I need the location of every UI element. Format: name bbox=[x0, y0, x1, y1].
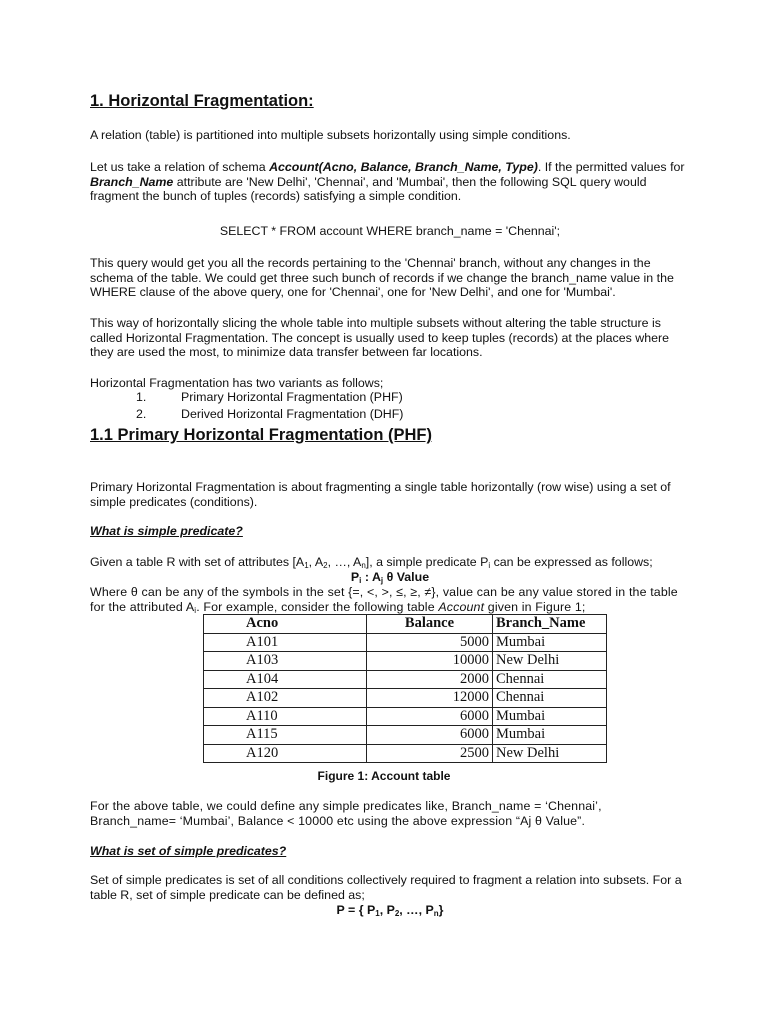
cell-balance: 2000 bbox=[367, 670, 493, 689]
cell-balance: 6000 bbox=[367, 707, 493, 726]
cell-acno: A120 bbox=[204, 744, 367, 763]
cell-acno: A104 bbox=[204, 670, 367, 689]
table-row bbox=[204, 707, 607, 726]
cell-branch: Mumbai bbox=[493, 726, 607, 745]
text: θ Value bbox=[383, 570, 430, 584]
column-header-branch-name: Branch_Name bbox=[493, 615, 607, 634]
cell-acno: A110 bbox=[204, 707, 367, 726]
column-header-balance: Balance bbox=[367, 615, 493, 634]
paragraph-variants: Horizontal Fragmentation has two variants as follows; bbox=[90, 376, 384, 390]
cell-acno: A103 bbox=[204, 652, 367, 671]
cell-acno: A101 bbox=[204, 633, 367, 652]
text: . If the permitted values for bbox=[537, 160, 685, 174]
list-text: Derived Horizontal Fragmentation (DHF) bbox=[181, 407, 404, 421]
table-row bbox=[204, 689, 607, 708]
text: : A bbox=[361, 570, 381, 584]
cell-branch: Mumbai bbox=[493, 633, 607, 652]
text: . For example, consider the following table bbox=[196, 599, 439, 614]
text: , A bbox=[308, 555, 324, 569]
account-table bbox=[203, 614, 607, 763]
text: P = { P bbox=[336, 903, 376, 917]
paragraph-intro: A relation (table) is partitioned into multiple subsets horizontally using simple conditions. bbox=[90, 128, 571, 142]
attribute-name: Branch_Name bbox=[90, 174, 174, 189]
table-row bbox=[204, 726, 607, 745]
text: can be expressed as follows; bbox=[490, 555, 653, 569]
text: Where θ can be any of the symbols in the set {=, <, >, ≤, ≥, ≠}, value can be any value stored in the table for the attributed A bbox=[90, 585, 678, 614]
subscript: n bbox=[361, 561, 366, 570]
question-set-of-predicates: What is set of simple predicates? bbox=[90, 844, 287, 858]
subscript: i bbox=[488, 561, 491, 570]
subscript: 1 bbox=[375, 909, 380, 918]
paragraph-attributes bbox=[90, 555, 690, 570]
cell-balance: 12000 bbox=[367, 689, 493, 708]
table-name: Account bbox=[438, 599, 485, 614]
heading-phf: 1.1 Primary Horizontal Fragmentation (PHF) bbox=[90, 426, 432, 444]
text: ], a simple predicate P bbox=[365, 555, 489, 569]
formula-predicate-set bbox=[90, 903, 690, 918]
cell-branch: Mumbai bbox=[493, 707, 607, 726]
schema-name: Account(Acno, Balance, Branch_Name, Type) bbox=[269, 160, 538, 174]
list-text: Primary Horizontal Fragmentation (PHF) bbox=[181, 390, 403, 404]
list-number: 1. bbox=[136, 390, 147, 404]
text: Let us take a relation of schema bbox=[90, 160, 270, 174]
paragraph-example-predicates: For the above table, we could define any simple predicates like, Branch_name = ‘Chennai’, Branch_name= ‘Mumbai’, Balance < 10000 etc using the above expression “Aj θ Value”. bbox=[90, 799, 602, 828]
figure-caption: Figure 1: Account table bbox=[317, 769, 451, 783]
question-simple-predicate: What is simple predicate? bbox=[90, 524, 243, 538]
cell-branch: New Delhi bbox=[493, 652, 607, 671]
table-row bbox=[204, 670, 607, 689]
text: , P bbox=[379, 903, 395, 917]
paragraph-set-definition: Set of simple predicates is set of all conditions collectively required to fragment a relation into subsets. For a table R, set of simple predicate can be defined as; bbox=[90, 873, 682, 902]
paragraph-phf: Primary Horizontal Fragmentation is about fragmenting a single table horizontally (row wise) using a set of simple predicates (conditions). bbox=[90, 480, 671, 509]
paragraph-definition: This way of horizontally slicing the whole table into multiple subsets without altering the table structure is called Horizontal Fragmentation. The concept is usually used to keep tuples (records) at the places where they are used the most, to minimize data transfer between far locations. bbox=[90, 316, 669, 360]
table-row bbox=[204, 633, 607, 652]
list-item bbox=[90, 390, 690, 407]
cell-balance: 5000 bbox=[367, 633, 493, 652]
variants-list bbox=[90, 390, 690, 424]
subscript: j bbox=[380, 576, 384, 585]
heading-horizontal-fragmentation: 1. Horizontal Fragmentation: bbox=[90, 92, 314, 110]
subscript: i bbox=[194, 605, 197, 615]
table-row bbox=[204, 652, 607, 671]
text: } bbox=[438, 903, 444, 917]
subscript: 1 bbox=[304, 561, 309, 570]
cell-acno: A115 bbox=[204, 726, 367, 745]
cell-branch: New Delhi bbox=[493, 744, 607, 763]
list-item bbox=[90, 407, 690, 424]
text: attribute are 'New Delhi', 'Chennai', and 'Mumbai', then the following SQL query would fragment the bunch of tuples (records) satisfying a simple condition. bbox=[90, 174, 647, 204]
paragraph-query-result: This query would get you all the records pertaining to the 'Chennai' branch, without any changes in the schema of the table. We could get three such bunch of records if we change the branch_name value in the WHERE clause of the above query, one for 'Chennai', one for 'New Delhi', and one for 'Mumbai'. bbox=[90, 256, 674, 300]
text: Given a table R with set of attributes [A bbox=[90, 555, 305, 569]
text: , …, A bbox=[327, 555, 362, 569]
cell-branch: Chennai bbox=[493, 689, 607, 708]
table-row bbox=[204, 744, 607, 763]
cell-balance: 6000 bbox=[367, 726, 493, 745]
text: P bbox=[350, 570, 360, 584]
text: given in Figure 1; bbox=[484, 599, 586, 614]
column-header-acno: Acno bbox=[204, 615, 367, 634]
cell-branch: Chennai bbox=[493, 670, 607, 689]
paragraph-symbols bbox=[90, 585, 690, 614]
list-number: 2. bbox=[136, 407, 147, 421]
cell-balance: 10000 bbox=[367, 652, 493, 671]
text: , …, P bbox=[399, 903, 434, 917]
paragraph-schema bbox=[90, 160, 690, 204]
cell-balance: 2500 bbox=[367, 744, 493, 763]
subscript: n bbox=[433, 909, 439, 918]
subscript: i bbox=[359, 576, 362, 585]
formula-simple-predicate bbox=[90, 570, 690, 585]
sql-query: SELECT * FROM account WHERE branch_name = 'Chennai'; bbox=[219, 224, 561, 238]
cell-acno: A102 bbox=[204, 689, 367, 708]
subscript: 2 bbox=[323, 561, 328, 570]
table-header-row bbox=[204, 615, 607, 634]
subscript: 2 bbox=[394, 909, 400, 918]
